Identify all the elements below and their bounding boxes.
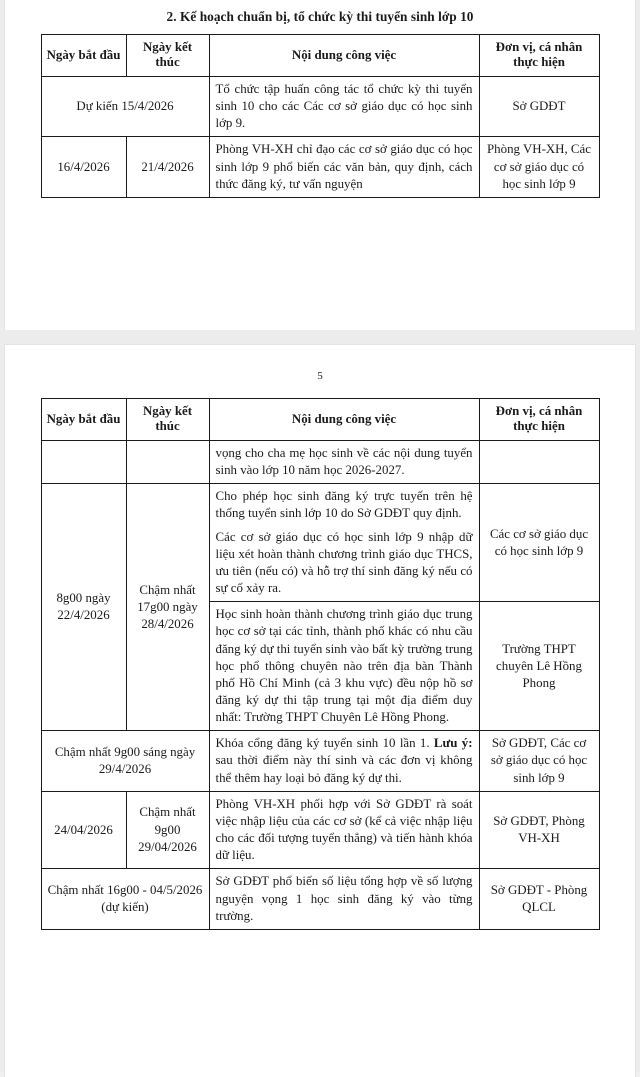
header-start-date: Ngày bắt đầu bbox=[41, 399, 126, 441]
table-header-row bbox=[41, 399, 599, 441]
table-row bbox=[41, 440, 599, 483]
content-note-label: Lưu ý: bbox=[433, 736, 473, 751]
cell-unit: Sở GDĐT - Phòng QLCL bbox=[479, 869, 599, 929]
cell-content-paragraph: Cho phép học sinh đăng ký trực tuyến trên hệ thống tuyển sinh lớp 10 do Sở GDĐT quy định. bbox=[215, 489, 473, 521]
cell-unit: Sở GDĐT, Các cơ sở giáo dục có học sinh lớp 9 bbox=[479, 731, 599, 791]
cell-date-span: Chậm nhất 16g00 - 04/5/2026 (dự kiến) bbox=[41, 869, 209, 929]
header-content: Nội dung công việc bbox=[209, 399, 479, 441]
table-row bbox=[41, 869, 599, 929]
table-row bbox=[41, 76, 599, 136]
header-end-date: Ngày kết thúc bbox=[126, 399, 209, 441]
cell-content: Học sinh hoàn thành chương trình giáo dục trung học cơ sở tại các tỉnh, thành phố khác có nhu cầu đăng ký dự thi tuyển sinh vào bất kỳ trường trung học phổ thông chuyên nào trên địa bàn Thành phố Hồ Chí Minh (cả 3 khu vực) đều nộp hồ sơ đăng ký dự thi tập trung tại một địa điểm duy nhất: Trường THPT Chuyên Lê Hồng Phong. bbox=[209, 602, 479, 731]
table-row bbox=[41, 137, 599, 197]
cell-content: vọng cho cha mẹ học sinh về các nội dung tuyển sinh vào lớp 10 năm học 2026-2027. bbox=[209, 440, 479, 483]
page-number: 5 bbox=[317, 370, 323, 382]
cell-content: Phòng VH-XH phối hợp với Sở GDĐT rà soát việc nhập liệu của các cơ sở (kể cả việc nhập liệu cho các đối tượng tuyển thẳng) và tiến hành khóa dữ liệu. bbox=[209, 791, 479, 869]
document-page-1 bbox=[5, 0, 635, 337]
schedule-table-page-1 bbox=[41, 34, 600, 198]
cell-end-date: Chậm nhất 17g00 ngày 28/4/2026 bbox=[126, 484, 209, 731]
content-note-text: sau thời điểm này thí sinh và các đơn vị không thể thêm hay loại bỏ đăng ký dự thi. bbox=[215, 753, 473, 785]
cell-start-date: 8g00 ngày 22/4/2026 bbox=[41, 484, 126, 731]
cell-unit: Sở GDĐT bbox=[479, 76, 599, 136]
cell-unit: Các cơ sở giáo dục có học sinh lớp 9 bbox=[479, 484, 599, 602]
document-page-2 bbox=[5, 345, 635, 1077]
cell-content: Tổ chức tập huấn công tác tổ chức kỳ thi tuyển sinh 10 cho các Các cơ sở giáo dục có học sinh lớp 9. bbox=[209, 76, 479, 136]
section-heading: 2. Kế hoạch chuẩn bị, tổ chức kỳ thi tuyển sinh lớp 10 bbox=[166, 9, 474, 24]
cell-content-paragraph: Các cơ sở giáo dục có học sinh lớp 9 nhập dữ liệu xét hoàn thành chương trình giáo dục THCS, ưu tiên (nếu có) và hỗ trợ thí sinh đăng ký nếu có sự cố xảy ra. bbox=[215, 529, 473, 596]
table-row bbox=[41, 484, 599, 602]
cell-end-date: Chậm nhất 9g00 29/04/2026 bbox=[126, 791, 209, 869]
cell-start-date bbox=[41, 440, 126, 483]
cell-date-span: Chậm nhất 9g00 sáng ngày 29/4/2026 bbox=[41, 731, 209, 791]
header-content: Nội dung công việc bbox=[209, 35, 479, 77]
page-break-gap bbox=[0, 330, 640, 346]
cell-content bbox=[209, 484, 479, 602]
table-row bbox=[41, 791, 599, 869]
header-end-date: Ngày kết thúc bbox=[126, 35, 209, 77]
table-row bbox=[41, 731, 599, 791]
header-start-date: Ngày bắt đầu bbox=[41, 35, 126, 77]
cell-unit: Sở GDĐT, Phòng VH-XH bbox=[479, 791, 599, 869]
cell-content: Sở GDĐT phổ biến số liệu tổng hợp về số lượng nguyện vọng 1 học sinh đăng ký vào từng trường. bbox=[209, 869, 479, 929]
cell-end-date bbox=[126, 440, 209, 483]
cell-content: Phòng VH-XH chỉ đạo các cơ sở giáo dục có học sinh lớp 9 phổ biến các văn bản, quy định, cách thức đăng ký, tư vấn nguyện bbox=[209, 137, 479, 197]
header-unit: Đơn vị, cá nhân thực hiện bbox=[479, 399, 599, 441]
cell-start-date: 24/04/2026 bbox=[41, 791, 126, 869]
content-lead-text: Khóa cổng đăng ký tuyển sinh 10 lần 1. bbox=[215, 736, 434, 751]
cell-end-date: 21/4/2026 bbox=[126, 137, 209, 197]
schedule-table-page-2 bbox=[41, 398, 600, 930]
cell-start-date: 16/4/2026 bbox=[41, 137, 126, 197]
table-header-row bbox=[41, 35, 599, 77]
cell-content-paragraph bbox=[216, 735, 473, 786]
cell-unit: Phòng VH-XH, Các cơ sở giáo dục có học sinh lớp 9 bbox=[479, 137, 599, 197]
cell-content bbox=[209, 731, 479, 791]
cell-unit bbox=[479, 440, 599, 483]
cell-date-span: Dự kiến 15/4/2026 bbox=[41, 76, 209, 136]
header-unit: Đơn vị, cá nhân thực hiện bbox=[479, 35, 599, 77]
cell-unit: Trường THPT chuyên Lê Hồng Phong bbox=[479, 602, 599, 731]
